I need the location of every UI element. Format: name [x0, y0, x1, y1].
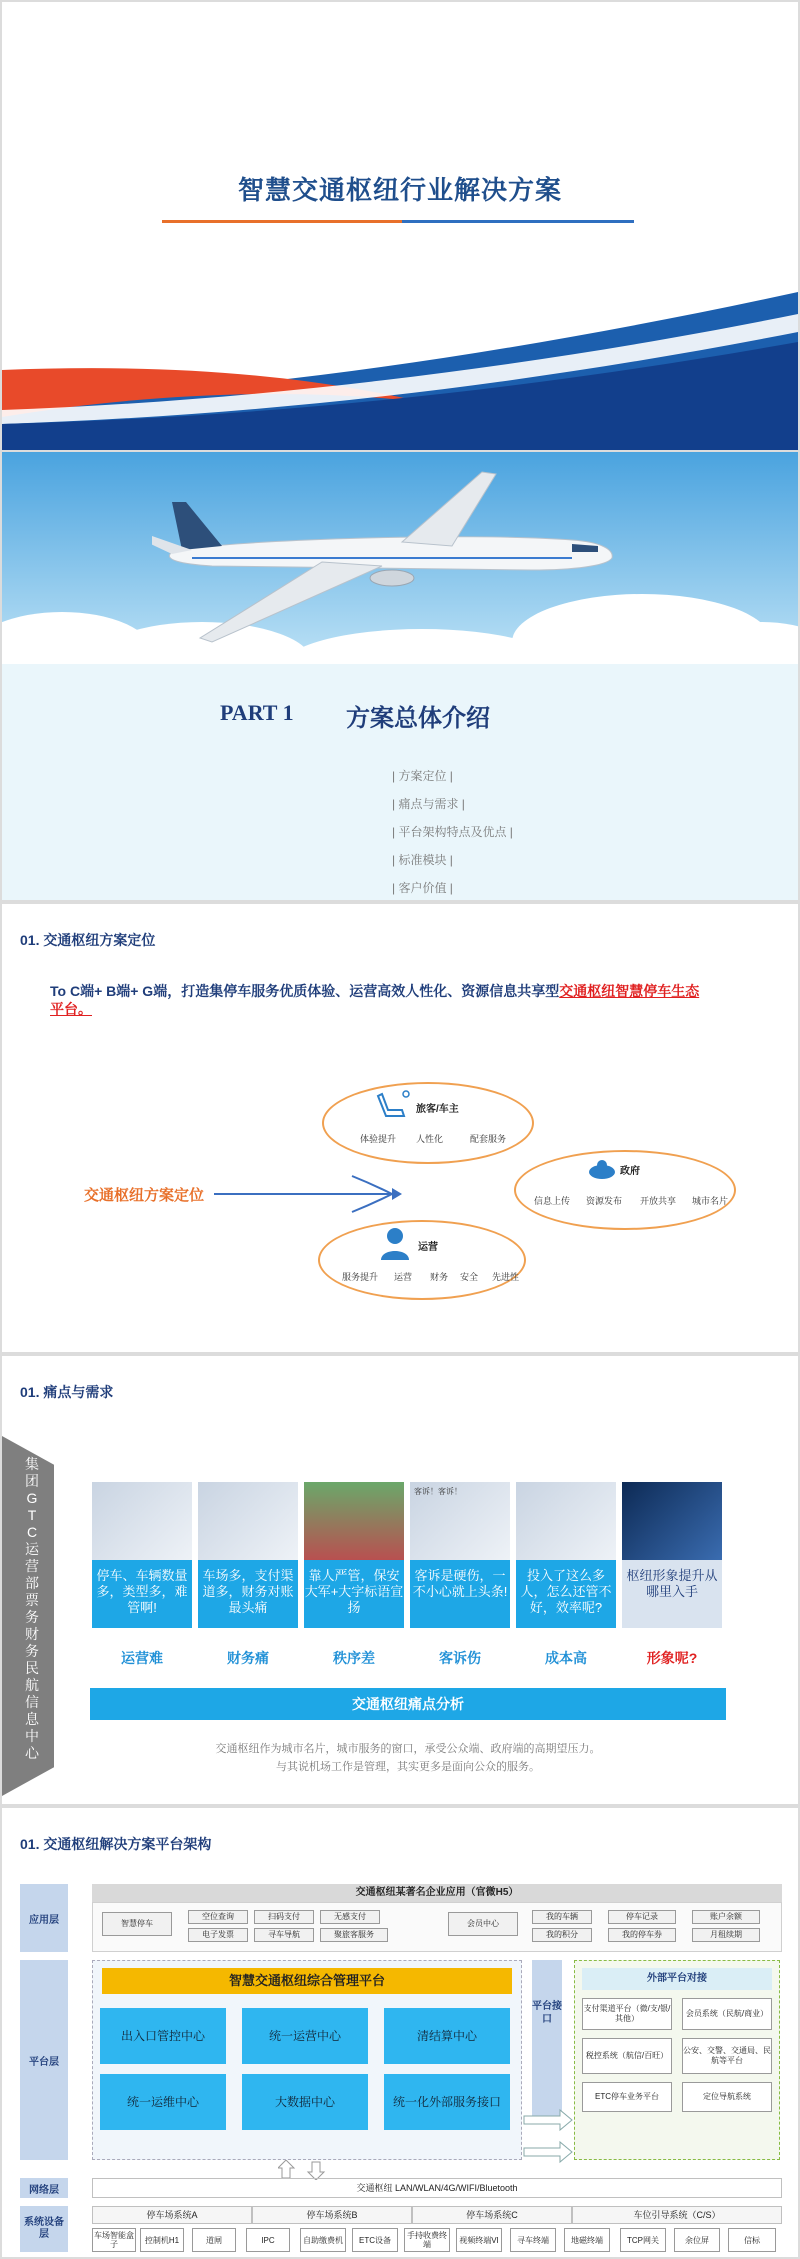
layer-label-app: 应用层: [20, 1884, 68, 1952]
agenda-item[interactable]: | 痛点与需求 |: [392, 797, 465, 811]
pain-card: [410, 1482, 510, 1622]
operation-item: 财务: [430, 1272, 449, 1282]
device-box[interactable]: 地磁终端: [564, 2228, 610, 2252]
passenger-item: 配套服务: [470, 1134, 507, 1144]
device-box[interactable]: 信标: [728, 2228, 776, 2252]
pain-label: 成本高: [545, 1650, 587, 1666]
agenda-item[interactable]: | 客户价值 |: [392, 881, 453, 895]
operation-item: 运营: [394, 1272, 413, 1282]
external-box[interactable]: 支付渠道平台（微/支/银/其他）: [582, 1998, 672, 2030]
device-box[interactable]: 寻车终端: [510, 2228, 556, 2252]
slide-positioning: [2, 904, 798, 1352]
layer-label-device: 系统设备层: [20, 2206, 68, 2252]
external-box[interactable]: 税控系统（航信/百旺）: [582, 2038, 672, 2074]
app-chip[interactable]: 账户余额: [692, 1910, 760, 1924]
app-chip[interactable]: 扫码支付: [254, 1910, 314, 1924]
platform-interface: 平台接口: [532, 1960, 562, 2120]
pain-card-text: 车场多，支付渠道多，财务对账最头痛: [198, 1560, 298, 1628]
app-chip[interactable]: 月租续期: [692, 1928, 760, 1942]
section-title: 01. 痛点与需求: [20, 1384, 114, 1400]
position-label: 交通枢纽方案定位: [84, 1187, 205, 1204]
external-title: 外部平台对接: [582, 1968, 772, 1990]
operation-item: 安全: [460, 1272, 479, 1282]
app-chip[interactable]: 我的积分: [532, 1928, 592, 1942]
app-chip[interactable]: 我的停车券: [608, 1928, 676, 1942]
app-chip[interactable]: 无感支付: [320, 1910, 380, 1924]
pain-card: [622, 1482, 722, 1622]
pain-card: [198, 1482, 298, 1622]
passenger-item: 体验提升: [360, 1134, 397, 1144]
lead-plain: To C端+ B端+ G端，打造集停车服务优质体验、运营高效人性化、资源信息共享型: [50, 983, 560, 999]
passenger-seat-icon: [376, 1090, 410, 1120]
operation-ellipse: [318, 1220, 526, 1300]
pain-card-image: [516, 1482, 616, 1560]
agenda-menu: [392, 762, 513, 900]
parking-system[interactable]: 车位引导系统（C/S）: [572, 2206, 782, 2224]
pain-analysis-bar: 交通枢纽痛点分析: [90, 1688, 726, 1720]
slide-architecture: [2, 1808, 798, 2257]
passenger-ellipse: [322, 1082, 534, 1164]
pain-card-text: 枢纽形象提升从哪里入手: [622, 1560, 722, 1628]
app-chip[interactable]: 电子发票: [188, 1928, 248, 1942]
external-box[interactable]: 定位导航系统: [682, 2082, 772, 2112]
passenger-item: 人性化: [416, 1134, 444, 1144]
pain-card-image: [410, 1482, 510, 1560]
device-box[interactable]: 车场智能盒子: [92, 2228, 136, 2252]
external-box[interactable]: 公安、交警、交通局、民航等平台: [682, 2038, 772, 2074]
section-title: 01. 交通枢纽方案定位: [20, 932, 156, 948]
operation-title: 运营: [418, 1242, 438, 1253]
pain-card-image: [92, 1482, 192, 1560]
stakeholder-sidebar-text: 集 团 G T C 运 营 部 票 务 财 务 民 航 信 息 中 心: [25, 1456, 39, 1761]
title-rule-orange: [162, 220, 402, 223]
pain-card-text: 靠人严管，保安大军+大字标语宣扬: [304, 1560, 404, 1628]
parking-systems-row: [92, 2206, 782, 2224]
pain-card-image: [304, 1482, 404, 1560]
layer-label-network: 网络层: [20, 2178, 68, 2198]
device-box[interactable]: 道闸: [192, 2228, 236, 2252]
device-box[interactable]: IPC: [246, 2228, 290, 2252]
external-box[interactable]: ETC停车业务平台: [582, 2082, 672, 2112]
platform-block[interactable]: 清结算中心: [384, 2008, 510, 2064]
app-chip[interactable]: 我的车辆: [532, 1910, 592, 1924]
pain-label: 形象呢?: [646, 1650, 698, 1666]
pain-card-text: 停车、车辆数量多，类型多，难管啊!: [92, 1560, 192, 1628]
part-label: PART 1: [220, 700, 294, 725]
parking-system[interactable]: 停车场系统B: [252, 2206, 412, 2224]
pain-label: 财务痛: [227, 1650, 269, 1666]
pain-label: 运营难: [121, 1650, 163, 1666]
cover-wave-graphic: [2, 292, 798, 450]
device-box[interactable]: 余位屏: [674, 2228, 720, 2252]
app-header: 交通枢纽某著名企业应用（官微H5）: [92, 1884, 782, 1902]
part-title: 方案总体介绍: [346, 705, 490, 732]
pain-card-image: [198, 1482, 298, 1560]
pain-note: [90, 1740, 726, 1776]
government-item: 开放共享: [640, 1196, 677, 1206]
platform-block[interactable]: 统一化外部服务接口: [384, 2074, 510, 2130]
device-box[interactable]: 控制机H1: [140, 2228, 184, 2252]
external-box[interactable]: 会员系统（民航/商业）: [682, 1998, 772, 2030]
government-title: 政府: [620, 1166, 640, 1177]
pain-label: 客诉伤: [439, 1650, 481, 1666]
pain-card-text: 投入了这么多人，怎么还管不好，效率呢?: [516, 1560, 616, 1628]
slide-part1: [2, 452, 798, 900]
app-chip[interactable]: 停车记录: [608, 1910, 676, 1924]
device-box[interactable]: 自助缴费机: [300, 2228, 346, 2252]
government-item: 信息上传: [534, 1196, 571, 1206]
passenger-title: 旅客/车主: [416, 1104, 459, 1115]
pain-card-banner: 客诉！客诉！: [414, 1487, 462, 1496]
app-chip[interactable]: 会员中心: [448, 1912, 518, 1936]
pain-note-line: 与其说机场工作是管理，其实更多是面向公众的服务。: [276, 1761, 540, 1773]
pain-card: [516, 1482, 616, 1622]
section-title: 01. 交通枢纽解决方案平台架构: [20, 1836, 212, 1852]
pain-label: 秩序差: [333, 1650, 375, 1666]
platform-block[interactable]: 出入口管控中心: [100, 2008, 226, 2064]
operation-item: 先进性: [492, 1272, 520, 1282]
cover-title: 智慧交通枢纽行业解决方案: [237, 175, 562, 205]
parking-system[interactable]: 停车场系统A: [92, 2206, 252, 2224]
slide-cover: [2, 2, 798, 450]
device-box[interactable]: 视频终端VI: [456, 2228, 502, 2252]
device-box[interactable]: ETC设备: [352, 2228, 398, 2252]
device-box[interactable]: 手持收费终端: [404, 2228, 450, 2252]
platform-block[interactable]: 统一运营中心: [242, 2008, 368, 2064]
platform-title: 智慧交通枢纽综合管理平台: [102, 1968, 512, 1994]
device-box[interactable]: TCP网关: [620, 2228, 666, 2252]
slide-pain-points: [2, 1356, 798, 1804]
up-down-arrows: [278, 2160, 338, 2180]
title-rule-blue: [402, 220, 634, 223]
operation-item: 服务提升: [342, 1272, 379, 1282]
app-chip[interactable]: 智慧停车: [102, 1912, 172, 1936]
agenda-item[interactable]: | 标准模块 |: [392, 853, 453, 867]
lead-text: [50, 982, 710, 1018]
government-item: 城市名片: [692, 1196, 729, 1206]
pain-card: [92, 1482, 192, 1622]
layer-label-platform: 平台层: [20, 1960, 68, 2160]
pain-card-text: 客诉是硬伤，一不小心就上头条!: [410, 1560, 510, 1628]
app-chip[interactable]: 寻车导航: [254, 1928, 314, 1942]
pain-note-line: 交通枢纽作为城市名片，城市服务的窗口，承受公众端、政府端的高期望压力。: [215, 1743, 601, 1755]
agenda-item[interactable]: | 平台架构特点及优点 |: [392, 825, 513, 839]
operator-person-icon: [378, 1226, 412, 1260]
platform-block[interactable]: 统一运维中心: [100, 2074, 226, 2130]
platform-block[interactable]: 大数据中心: [242, 2074, 368, 2130]
interface-arrows: [522, 2108, 574, 2168]
parking-system[interactable]: 停车场系统C: [412, 2206, 572, 2224]
app-chip[interactable]: 聚旅客服务: [320, 1928, 388, 1942]
pain-card: [304, 1482, 404, 1622]
pain-card-image: [622, 1482, 722, 1560]
agenda-item[interactable]: | 方案定位 |: [392, 769, 453, 783]
network-bar: 交通枢纽 LAN/WLAN/4G/WIFI/Bluetooth: [92, 2178, 782, 2198]
lead-highlight: 交通枢纽智慧停车生态平台。: [50, 983, 700, 1017]
government-item: 资源发布: [586, 1196, 623, 1206]
app-chip[interactable]: 空位查询: [188, 1910, 248, 1924]
government-icon: [588, 1158, 616, 1180]
airplane-icon: [152, 462, 622, 652]
